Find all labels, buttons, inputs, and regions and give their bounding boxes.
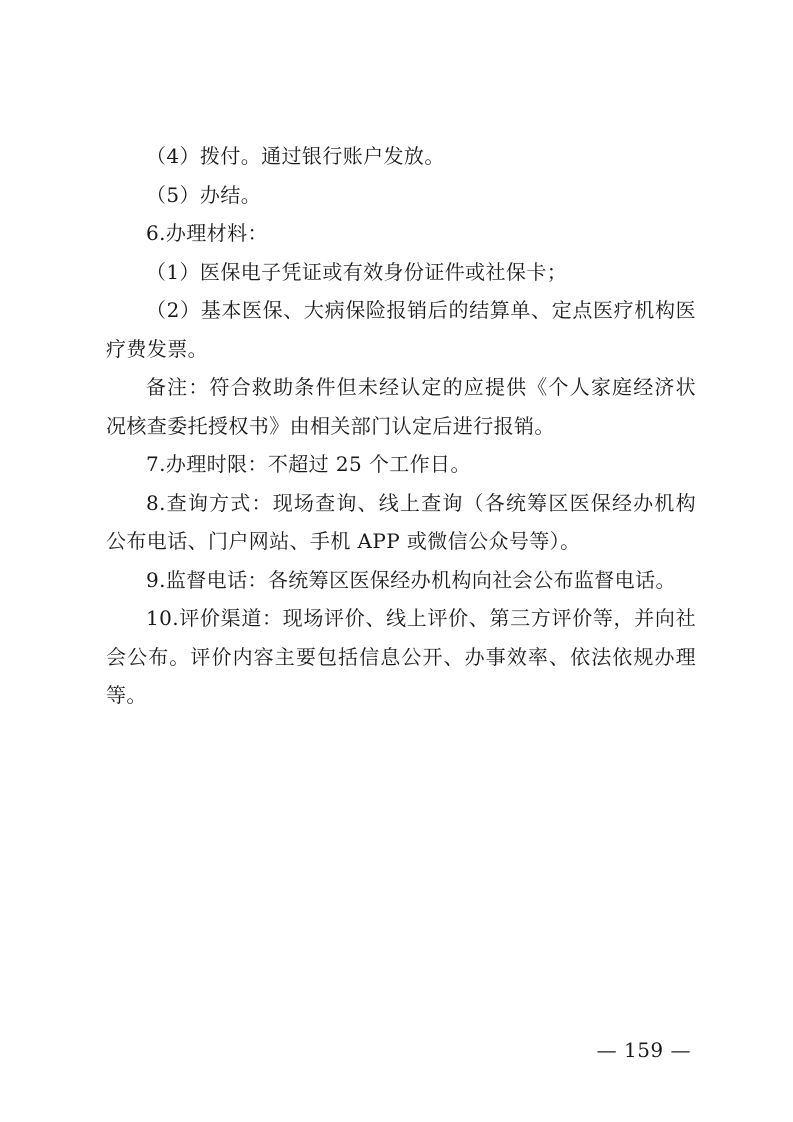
page-number: — 159 —	[596, 1038, 691, 1062]
section-supervision-phone: 9.监督电话：各统筹区医保经办机构向社会公布监督电话。	[146, 567, 676, 592]
paragraph-step-completion: （5）办结。	[146, 182, 262, 207]
section-materials-heading: 6.办理材料：	[146, 221, 268, 245]
section-query-method: 8.查询方式：现场查询、线上查询（各统筹区医保经办机构公布电话、门户网站、手机 APP 或微信公众号等）。	[106, 490, 696, 553]
section-evaluation-channel: 10.评价渠道：现场评价、线上评价、第三方评价等，并向社会公布。评价内容主要包括信息公开、办事效率、依法依规办理等。	[106, 606, 696, 707]
paragraph-material-1: （1）医保电子凭证或有效身份证件或社保卡；	[146, 259, 568, 284]
section-time-limit: 7.办理时限：不超过 25 个工作日。	[146, 452, 471, 476]
paragraph-remark: 备注：符合救助条件但未经认定的应提供《个人家庭经济状况核查委托授权书》由相关部门认定后进行报销。	[106, 375, 696, 438]
paragraph-material-2: （2）基本医保、大病保险报销后的结算单、定点医疗机构医疗费发票。	[106, 298, 696, 361]
paragraph-step-disbursement: （4）拨付。通过银行账户发放。	[146, 144, 445, 168]
document-body	[106, 137, 696, 715]
